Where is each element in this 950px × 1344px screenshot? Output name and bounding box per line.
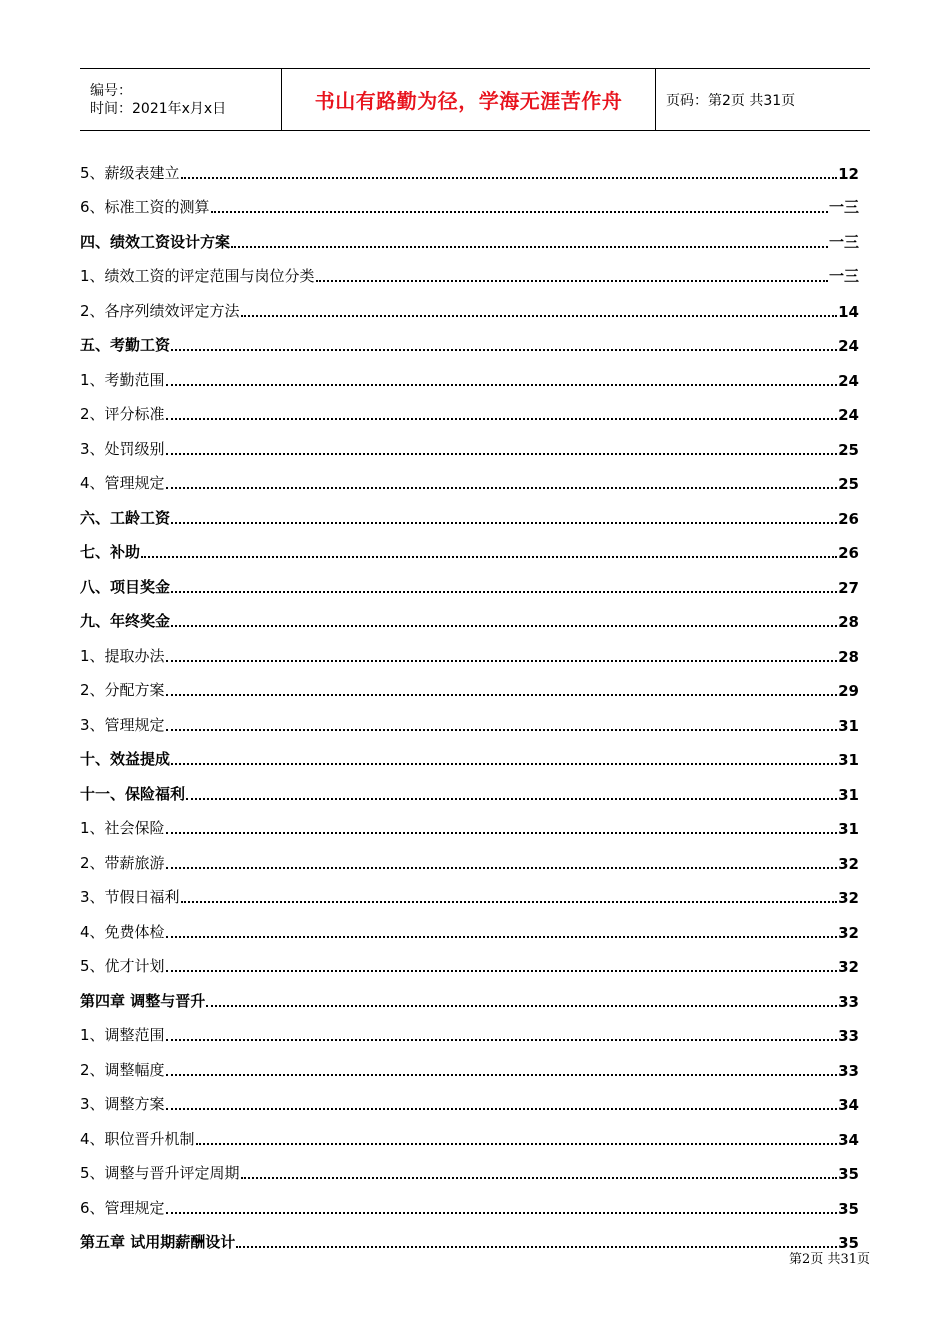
toc-entry[interactable]: [80, 562, 859, 597]
toc-entry-page: 12: [838, 164, 859, 183]
toc-entry-page: 32: [838, 889, 859, 907]
toc-entry-page: 25: [838, 475, 859, 493]
footer-page-text: 第2页 共31页: [789, 1252, 870, 1267]
toc-entry[interactable]: [80, 735, 859, 770]
toc-entry-title: 2、带薪旅游: [80, 853, 165, 872]
toc-leader-dots: [171, 759, 837, 765]
toc-entry-title: 2、各序列绩效评定方法: [80, 301, 240, 320]
toc-entry-title: 四、绩效工资设计方案: [80, 232, 231, 251]
toc-leader-dots: [166, 1208, 838, 1214]
toc-entry[interactable]: [80, 597, 859, 632]
toc-entry[interactable]: [80, 148, 859, 183]
toc-entry-page: 32: [838, 854, 859, 873]
toc-entry-title: 2、分配方案: [80, 681, 165, 699]
toc-entry[interactable]: [80, 907, 859, 942]
header-motto: [282, 69, 656, 130]
toc-leader-dots: [241, 311, 838, 317]
toc-entry-title: 十、效益提成: [80, 750, 171, 768]
toc-entry[interactable]: [80, 1114, 859, 1149]
toc-entry[interactable]: [80, 942, 859, 977]
toc-entry[interactable]: [80, 1045, 859, 1080]
toc-entry-title: 1、社会保险: [80, 819, 165, 837]
toc-entry-page: 24: [838, 337, 859, 355]
toc-entry[interactable]: [80, 390, 859, 425]
toc-leader-dots: [171, 621, 837, 627]
toc-entry-page: 24: [838, 406, 859, 424]
toc-entry[interactable]: [80, 252, 859, 287]
toc-leader-dots: [171, 587, 837, 593]
toc-entry-page: 25: [838, 440, 859, 459]
toc-leader-dots: [206, 1001, 837, 1007]
toc-entry-title: 六、工龄工资: [80, 508, 171, 527]
toc-entry-page: 34: [838, 1130, 859, 1149]
toc-entry-title: 5、调整与晋升评定周期: [80, 1164, 240, 1182]
toc-entry-title: 2、评分标准: [80, 405, 165, 423]
toc-entry-page: 32: [838, 923, 859, 942]
toc-entry-title: 4、免费体检: [80, 922, 165, 941]
toc-leader-dots: [166, 414, 838, 420]
toc-entry[interactable]: [80, 666, 859, 701]
toc-entry[interactable]: [80, 769, 859, 804]
toc-leader-dots: [171, 518, 837, 524]
toc-entry-page: 31: [838, 820, 859, 838]
toc-entry-page: 26: [838, 544, 859, 562]
toc-entry[interactable]: [80, 1183, 859, 1218]
toc-leader-dots: [166, 483, 838, 489]
toc-leader-dots: [166, 1104, 838, 1110]
toc-entry[interactable]: [80, 1149, 859, 1184]
toc-entry-page: 33: [838, 1061, 859, 1080]
toc-leader-dots: [166, 1070, 838, 1076]
toc-entry-title: 2、调整幅度: [80, 1060, 165, 1079]
toc-entry[interactable]: [80, 1011, 859, 1046]
toc-entry-title: 6、标准工资的测算: [80, 198, 210, 216]
toc-entry-title: 1、提取办法: [80, 646, 165, 665]
toc-entry-title: 八、项目奖金: [80, 577, 171, 596]
toc-entry-page: 24: [838, 371, 859, 390]
toc-entry[interactable]: [80, 1080, 859, 1115]
toc-leader-dots: [181, 897, 838, 903]
toc-entry[interactable]: [80, 355, 859, 390]
motto-text: 书山有路勤为径，学海无涯苦作舟: [314, 89, 623, 113]
toc-entry-title: 1、考勤范围: [80, 370, 165, 389]
toc-entry-title: 第五章 试用期薪酬设计: [80, 1233, 236, 1251]
toc-entry-page: 33: [838, 1027, 859, 1045]
toc-entry-page: 14: [838, 302, 859, 321]
toc-entry[interactable]: [80, 631, 859, 666]
time-label: 时间：2021年x月x日: [90, 100, 227, 117]
toc-entry[interactable]: [80, 493, 859, 528]
toc-entry-title: 5、薪级表建立: [80, 163, 180, 182]
toc-entry-title: 十一、保险福利: [80, 784, 186, 803]
toc-entry[interactable]: [80, 424, 859, 459]
toc-entry[interactable]: [80, 804, 859, 839]
toc-entry-title: 第四章 调整与晋升: [80, 991, 206, 1010]
toc-entry-page: 33: [838, 992, 859, 1011]
toc-entry[interactable]: [80, 1218, 859, 1253]
toc-entry[interactable]: [80, 321, 859, 356]
toc-entry-title: 3、节假日福利: [80, 888, 180, 906]
toc-entry-page: 27: [838, 578, 859, 597]
toc-leader-dots: [316, 276, 828, 282]
toc-entry-page: 31: [838, 785, 859, 804]
toc-entry-title: 5、优才计划: [80, 957, 165, 975]
toc-entry-page: 31: [838, 751, 859, 769]
toc-entry-page: 34: [838, 1096, 859, 1114]
toc-entry-title: 1、绩效工资的评定范围与岗位分类: [80, 267, 315, 285]
page-footer: [789, 1248, 870, 1267]
toc-entry-title: 七、补助: [80, 543, 141, 561]
toc-leader-dots: [166, 380, 838, 386]
toc-entry-page: 29: [838, 682, 859, 700]
toc-entry-title: 3、调整方案: [80, 1095, 165, 1113]
toc-entry-title: 6、管理规定: [80, 1198, 165, 1217]
toc-leader-dots: [166, 932, 838, 938]
toc-leader-dots: [181, 173, 838, 179]
table-of-contents: [80, 148, 859, 1252]
toc-entry-page: 35: [838, 1199, 859, 1218]
toc-leader-dots: [186, 794, 837, 800]
toc-leader-dots: [166, 449, 838, 455]
toc-entry-title: 九、年终奖金: [80, 612, 171, 630]
toc-entry[interactable]: [80, 873, 859, 908]
toc-leader-dots: [141, 552, 837, 558]
toc-entry-page: 28: [838, 647, 859, 666]
toc-entry-title: 4、管理规定: [80, 474, 165, 492]
toc-leader-dots: [171, 345, 837, 351]
toc-entry[interactable]: [80, 528, 859, 563]
toc-entry-title: 4、职位晋升机制: [80, 1129, 195, 1148]
toc-leader-dots: [166, 863, 838, 869]
toc-leader-dots: [166, 966, 838, 972]
toc-entry-title: 1、调整范围: [80, 1026, 165, 1044]
toc-leader-dots: [211, 207, 828, 213]
toc-leader-dots: [166, 690, 838, 696]
toc-leader-dots: [196, 1139, 838, 1145]
toc-entry-title: 3、管理规定: [80, 715, 165, 734]
toc-entry-page: 一三: [828, 232, 859, 251]
toc-leader-dots: [166, 828, 838, 834]
toc-leader-dots: [166, 1035, 838, 1041]
toc-entry[interactable]: [80, 976, 859, 1011]
header-page-info: [656, 69, 870, 130]
toc-entry-page: 35: [838, 1234, 859, 1252]
toc-entry-page: 28: [838, 613, 859, 631]
toc-entry-page: 一三: [828, 198, 859, 216]
toc-leader-dots: [236, 1242, 837, 1248]
toc-leader-dots: [166, 656, 838, 662]
toc-entry-page: 31: [838, 716, 859, 735]
toc-entry-page: 一三: [828, 267, 859, 285]
page-header: [80, 68, 870, 131]
toc-entry[interactable]: [80, 700, 859, 735]
toc-leader-dots: [241, 1173, 838, 1179]
number-label: 编号：: [90, 82, 132, 99]
toc-entry[interactable]: [80, 183, 859, 218]
header-page-text: 页码：第2页 共31页: [666, 92, 796, 109]
header-meta: [80, 69, 282, 130]
toc-entry-page: 35: [838, 1165, 859, 1183]
toc-entry[interactable]: [80, 838, 859, 873]
toc-entry-page: 32: [838, 958, 859, 976]
toc-entry-page: 26: [838, 509, 859, 528]
toc-entry-title: 3、处罚级别: [80, 439, 165, 458]
toc-leader-dots: [231, 242, 828, 248]
toc-entry[interactable]: [80, 217, 859, 252]
toc-entry-title: 五、考勤工资: [80, 336, 171, 354]
toc-entry[interactable]: [80, 286, 859, 321]
toc-leader-dots: [166, 725, 838, 731]
toc-entry[interactable]: [80, 459, 859, 494]
